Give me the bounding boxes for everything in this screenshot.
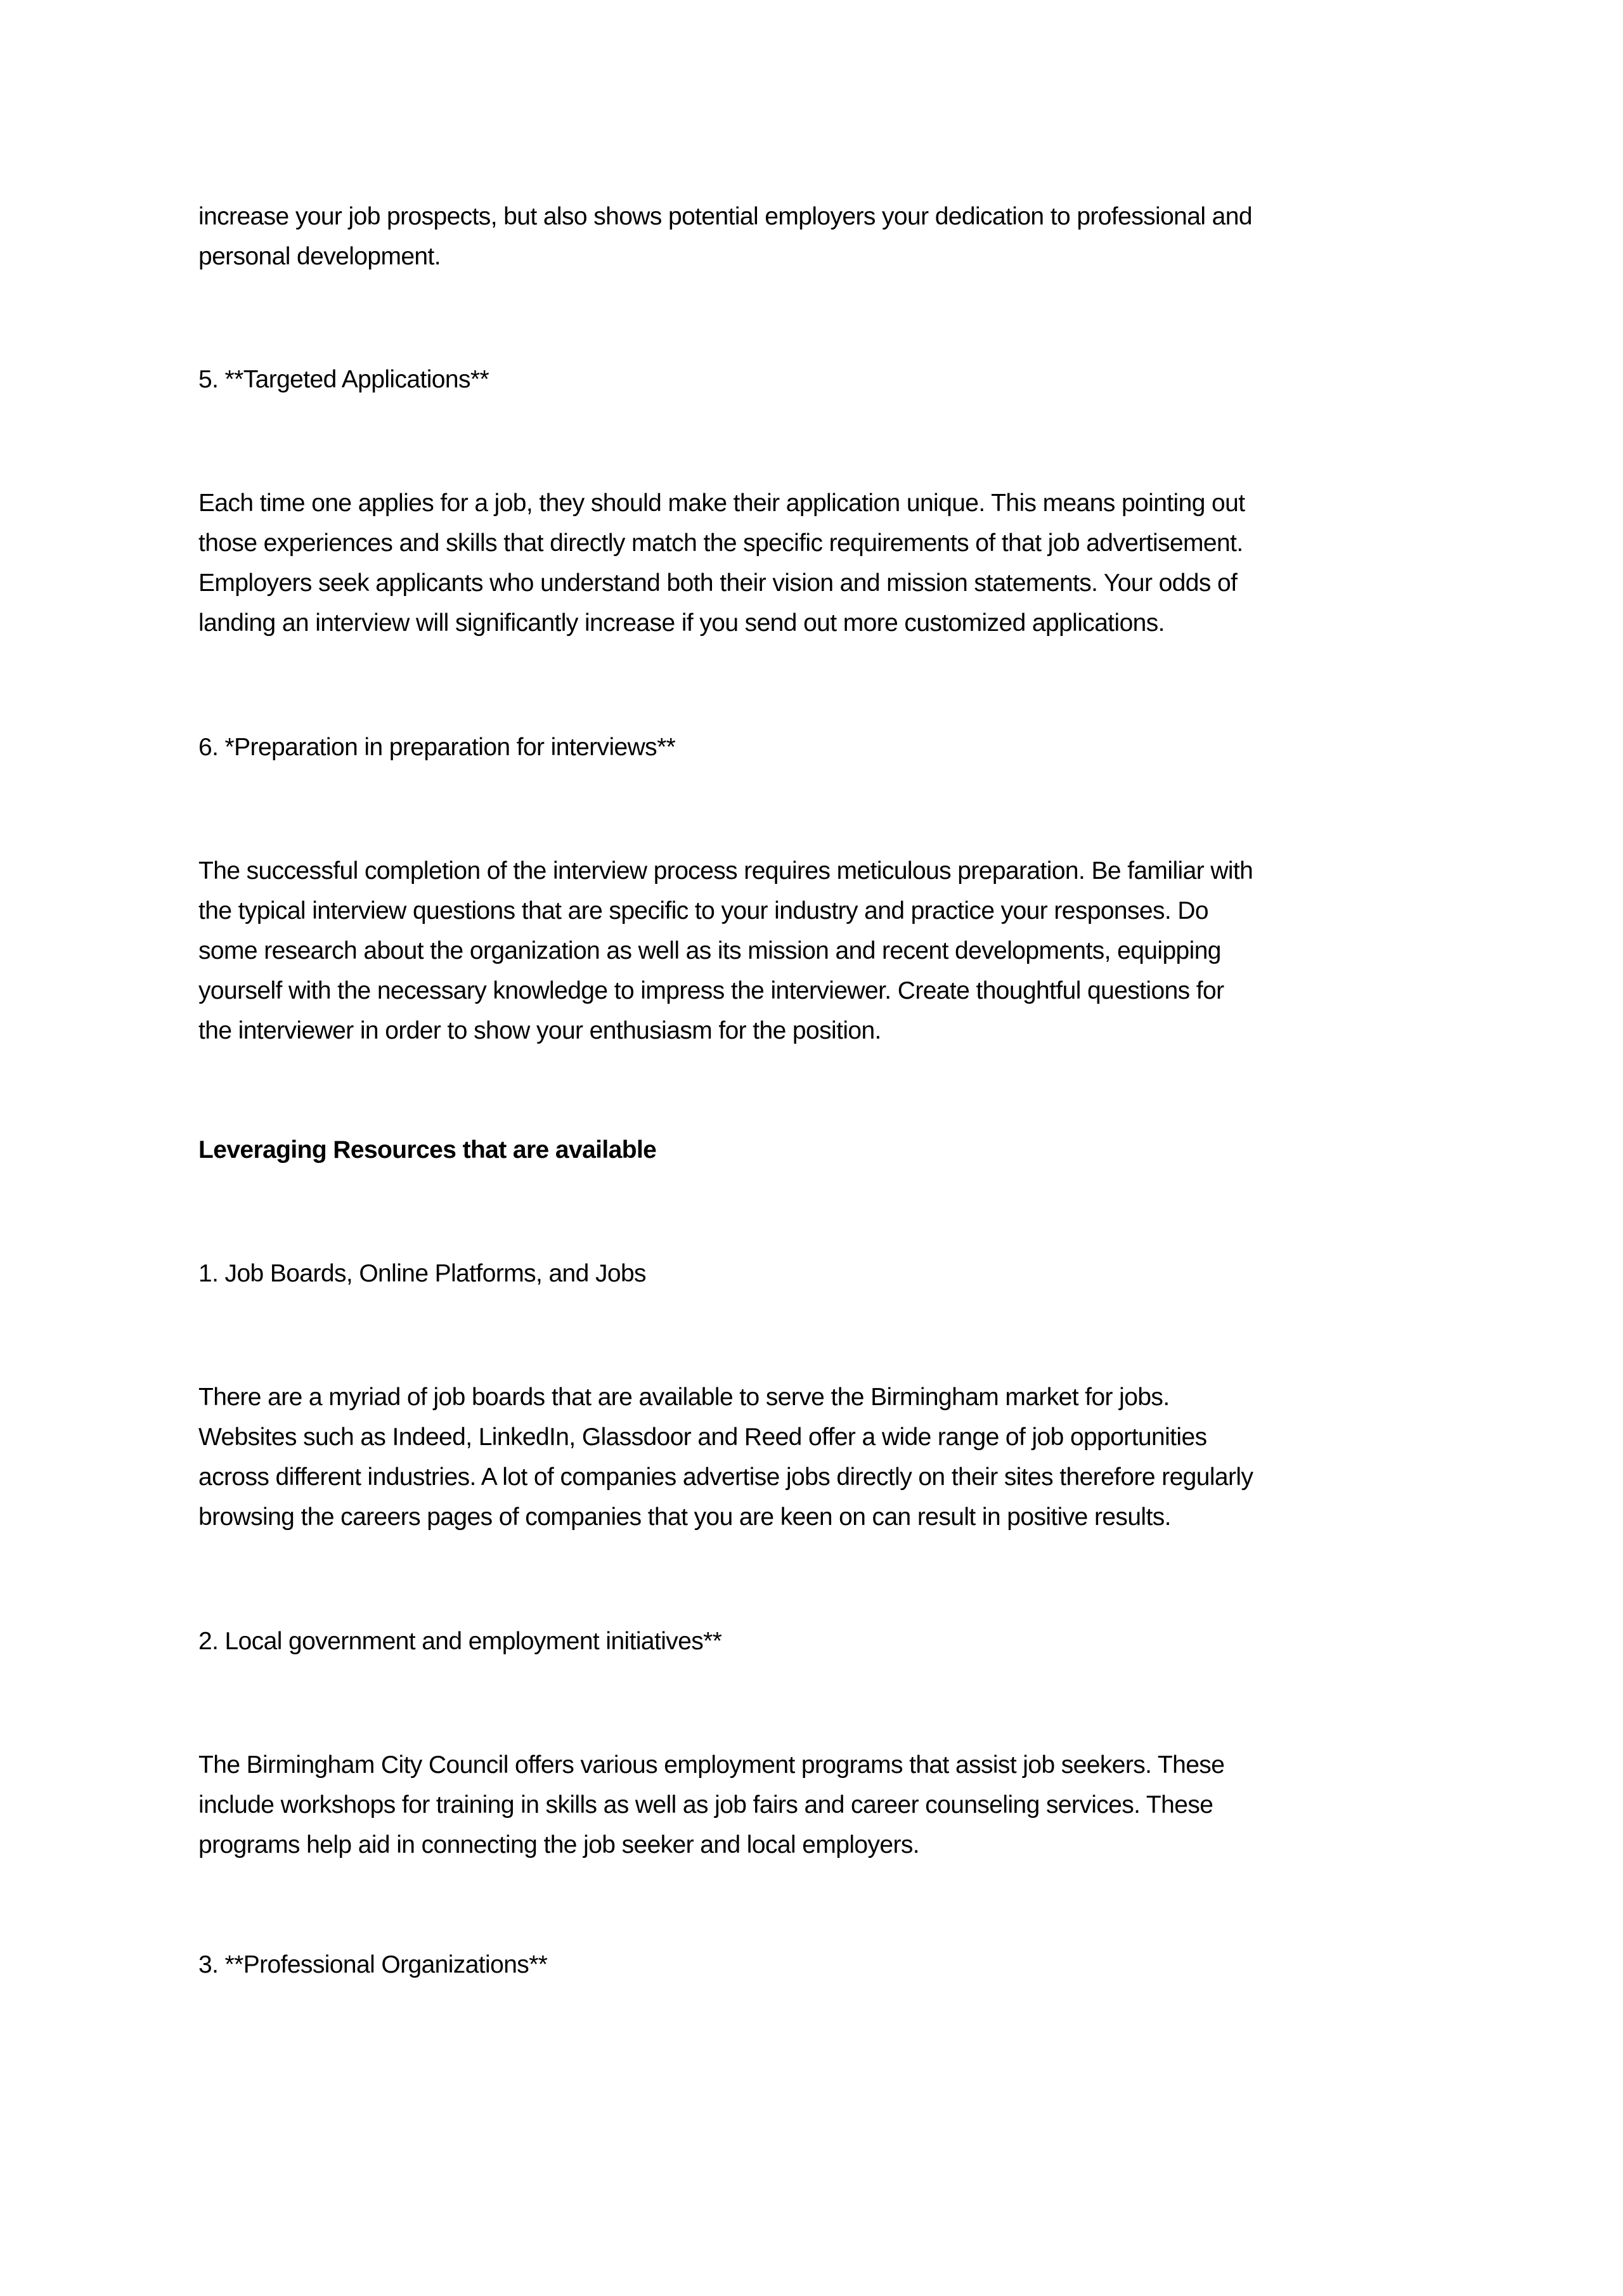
heading-text: 1. Job Boards, Online Platforms, and Jobs [198,1260,646,1287]
section-6-paragraph [198,851,1441,1051]
paragraph-line: personal development. [198,243,441,270]
paragraph-line: Employers seek applicants who understand both their vision and mission statements. Your odds of [198,569,1238,597]
resource-2-paragraph [198,1745,1441,1865]
section-5-heading [198,360,1441,399]
resource-1-paragraph [198,1377,1441,1537]
paragraph-line: the interviewer in order to show your enthusiasm for the position. [198,1017,881,1044]
paragraph-line: yourself with the necessary knowledge to impress the interviewer. Create thoughtful questions for [198,977,1224,1004]
section-5-paragraph [198,483,1441,643]
paragraph-line: browsing the careers pages of companies that you are keen on can result in positive results. [198,1503,1171,1531]
intro-tail-paragraph [198,197,1441,276]
resource-2-heading [198,1621,1441,1661]
resources-section-heading [198,1130,1441,1170]
paragraph-line: Each time one applies for a job, they should make their application unique. This means pointing out [198,490,1245,517]
resource-1-heading [198,1254,1441,1294]
paragraph-line: The successful completion of the interview process requires meticulous preparation. Be familiar with [198,857,1253,885]
paragraph-line: Websites such as Indeed, LinkedIn, Glassdoor and Reed offer a wide range of job opportunities [198,1424,1207,1451]
heading-text: 6. *Preparation in preparation for interviews** [198,734,676,761]
heading-text: 2. Local government and employment initiatives** [198,1628,722,1655]
paragraph-line: some research about the organization as well as its mission and recent developments, equipping [198,937,1221,964]
section-6-heading [198,727,1441,767]
heading-text: Leveraging Resources that are available [198,1136,657,1164]
paragraph-line: those experiences and skills that directly match the specific requirements of that job advertisement. [198,529,1243,557]
paragraph-line: the typical interview questions that are specific to your industry and practice your responses. Do [198,897,1209,924]
paragraph-line: The Birmingham City Council offers various employment programs that assist job seekers. These [198,1751,1225,1779]
paragraph-line: programs help aid in connecting the job seeker and local employers. [198,1831,919,1858]
paragraph-line: There are a myriad of job boards that are available to serve the Birmingham market for jobs. [198,1384,1170,1411]
heading-text: 3. **Professional Organizations** [198,1951,548,1978]
paragraph-line: increase your job prospects, but also shows potential employers your dedication to professional and [198,203,1252,230]
heading-text: 5. **Targeted Applications** [198,366,489,393]
paragraph-line: landing an interview will significantly increase if you send out more customized applications. [198,609,1165,637]
paragraph-line: include workshops for training in skills as well as job fairs and career counseling services. These [198,1791,1213,1819]
paragraph-line: across different industries. A lot of companies advertise jobs directly on their sites therefore regularly [198,1463,1253,1491]
resource-3-heading [198,1945,1441,1985]
